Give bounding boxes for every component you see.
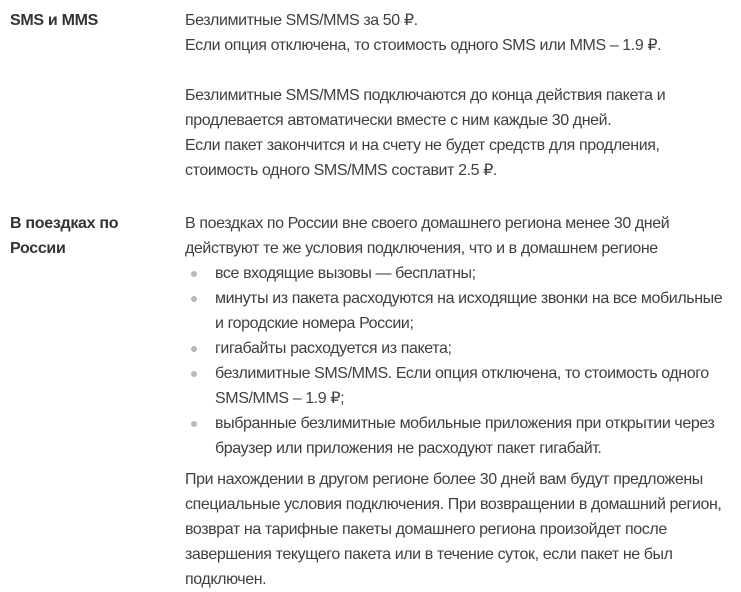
text-line: Если пакет закончится и на счету не будет средств для продления, стоимость одного SMS/MMS составит 2.5 ₽.	[185, 137, 660, 179]
list-item-text: минуты из пакета расходуются на исходящие звонки на все мобильные и городские номера России;	[215, 290, 723, 332]
paragraph	[185, 211, 729, 261]
bullet-icon	[191, 271, 197, 277]
text-line: При нахождении в другом регионе более 30 дней вам будут предложены специальные условия подключения. При возвращении в домашний регион, возврат на тарифные пакеты домашнего региона произойдет после завершения текущего пакета или в течение суток, если пакет не был подключен.	[185, 471, 722, 588]
list-item-text: безлимитные SMS/MMS. Если опция отключена, то стоимость одного SMS/MMS – 1.9 ₽;	[215, 365, 709, 407]
bullet-list	[185, 261, 729, 461]
list-item-text: гигабайты расходуется из пакета;	[215, 340, 452, 357]
list-item	[185, 261, 729, 286]
tariff-section	[10, 8, 729, 183]
bullet-icon	[191, 296, 197, 302]
tariff-section	[10, 211, 729, 592]
section-label: SMS и MMS	[10, 12, 99, 29]
text-line: Безлимитные SMS/MMS за 50 ₽.	[185, 12, 418, 29]
list-item-text: все входящие вызовы — бесплатны;	[215, 265, 476, 282]
section-label: В поездках по России	[10, 215, 119, 257]
list-item	[185, 286, 729, 336]
text-line: В поездках по России вне своего домашнего региона менее 30 дней действуют те же условия подключения, что и в домашнем регионе	[185, 215, 670, 257]
list-item	[185, 411, 729, 461]
text-line: Если опция отключена, то стоимость одного SMS или MMS – 1.9 ₽.	[185, 37, 662, 54]
paragraph	[185, 83, 729, 183]
paragraph	[185, 467, 729, 592]
bullet-icon	[191, 371, 197, 377]
list-item-text: выбранные безлимитные мобильные приложения при открытии через браузер или приложения не расходуют пакет гигабайт.	[215, 415, 715, 457]
bullet-icon	[191, 346, 197, 352]
section-content	[185, 8, 729, 183]
text-line: Безлимитные SMS/MMS подключаются до конца действия пакета и продлевается автоматически вместе с ним каждые 30 дней.	[185, 87, 666, 129]
paragraph	[185, 8, 729, 58]
section-content	[185, 211, 729, 592]
bullet-icon	[191, 421, 197, 427]
list-item	[185, 361, 729, 411]
list-item	[185, 336, 729, 361]
